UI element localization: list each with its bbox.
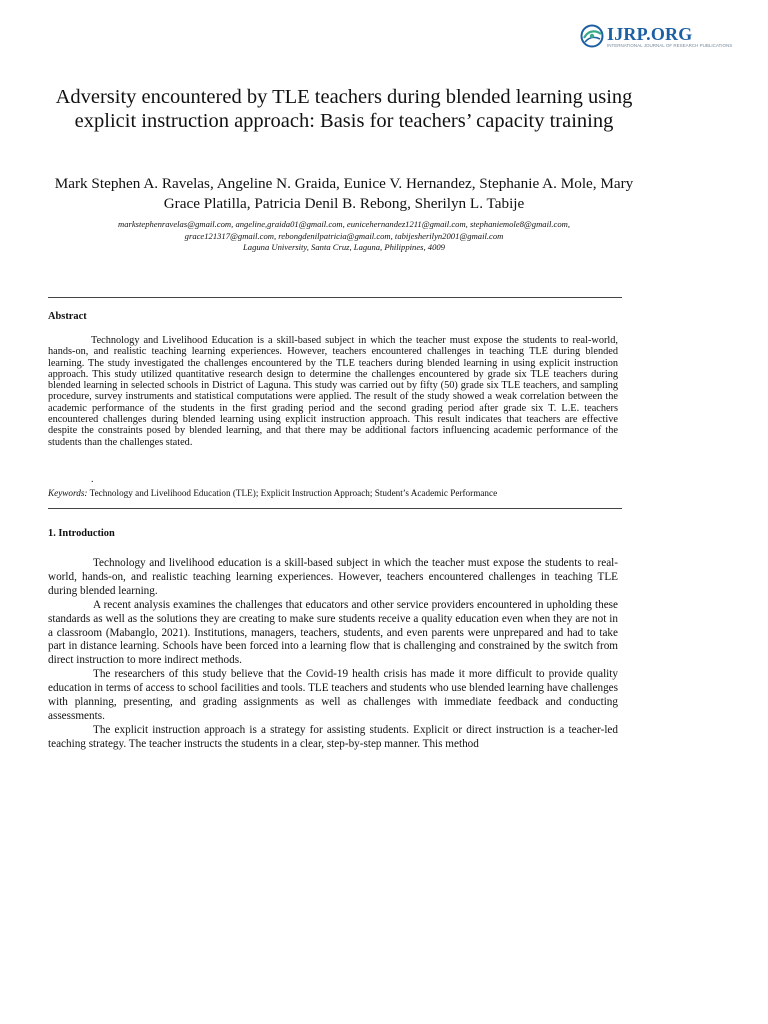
globe-icon (580, 24, 604, 48)
logo-text: IJRP.ORG (607, 23, 693, 44)
abstract-heading: Abstract (48, 311, 87, 322)
intro-paragraph-4: The explicit instruction approach is a strategy for assisting students. Explicit or direct instruction is a teacher-led teaching strategy. The teacher instructs the students in a clear, step-by-step manner. This method (48, 723, 618, 750)
author-contact-block (46, 219, 642, 254)
intro-paragraph-3: The researchers of this study believe that the Covid-19 health crisis has made it more difficult to provide quality education in terms of access to school facilities and tools. TLE teachers and students who use blended learning have challenges with planning, presenting, and grading assignments as well as challenges with immediate feedback and conducting assessments. (48, 668, 618, 722)
email-line-2: grace121317@gmail.com, rebongdenilpatricia@gmail.com, tabijesherilyn2001@gmail.com (184, 230, 504, 241)
abstract-dot: . (91, 474, 94, 485)
introduction-heading: 1. Introduction (48, 528, 115, 539)
divider-top (48, 297, 622, 298)
paper-title: Adversity encountered by TLE teachers during blended learning using explicit instruction approach: Basis for teachers’ capacity training (55, 86, 633, 132)
keywords-line (48, 488, 622, 499)
journal-logo (580, 24, 732, 48)
keywords-text: Technology and Livelihood Education (TLE); Explicit Instruction Approach; Student’s Academic Performance (89, 488, 498, 498)
divider-bottom (48, 508, 622, 509)
intro-paragraph-2: A recent analysis examines the challenges that educators and other service providers encountered in upholding these standards as well as the solutions they are creating to make sure students receive a quality education even when they are not in a classroom (Mabanglo, 2021). Institutions, managers, teachers, students, and even parents were unprepared and had to take part in distance learning. Schools have been forced into a learning flow that is challenging and constrained by the switch from direct instruction to more indirect methods. (48, 598, 618, 667)
author-list: Mark Stephen A. Ravelas, Angeline N. Graida, Eunice V. Hernandez, Stephanie A. Mole, Mary Grace Platilla, Patricia Denil B. Rebong, Sherilyn L. Tabije (54, 175, 634, 212)
abstract-text: Technology and Livelihood Education is a skill-based subject in which the teacher must expose the students to real-world, hands-on, and realistic teaching learning experiences. However, teachers encountered challenges in teaching TLE during blended learning. The study investigated the challenges encountered by the TLE teachers during blended learning in using explicit instruction approach. This study utilized quantitative research design to determine the challenges encountered by grade six TLE teachers during blended learning in selected schools in District of Laguna. This study was carried out by fifty (50) grade six TLE teachers, and sampling procedure, survey instruments and statistical computations were applied. The result of the study showed a weak correlation between the academic performance of the students in the first grading period and the second grading period after grade six T. L.E. teachers encountered challenges during blended learning using explicit instruction approach. This result indicates that teachers are effective despite the constraints posed by blended learning, and that there may be additional factors influencing academic performance of the students than the challenges stated. (48, 335, 618, 448)
introduction-body (48, 557, 618, 752)
intro-paragraph-1: Technology and livelihood education is a skill-based subject in which the teacher must expose the students to real-world, hands-on, and realistic teaching learning experiences. However, teachers encountered challenges in teaching TLE during blended learning. (48, 557, 618, 597)
keywords-label: Keywords: (48, 488, 88, 498)
logo-wordmark (607, 25, 732, 48)
email-line-1: markstephenravelas@gmail.com, angeline,graida01@gmail.com, eunicehernandez1211@gmail.com, stephaniemole8@gmail.com, (117, 219, 570, 229)
logo-subtitle: INTERNATIONAL JOURNAL OF RESEARCH PUBLICATIONS (607, 42, 733, 48)
abstract-body (48, 335, 618, 448)
affiliation: Laguna University, Santa Cruz, Laguna, Philippines, 4009 (243, 242, 445, 252)
